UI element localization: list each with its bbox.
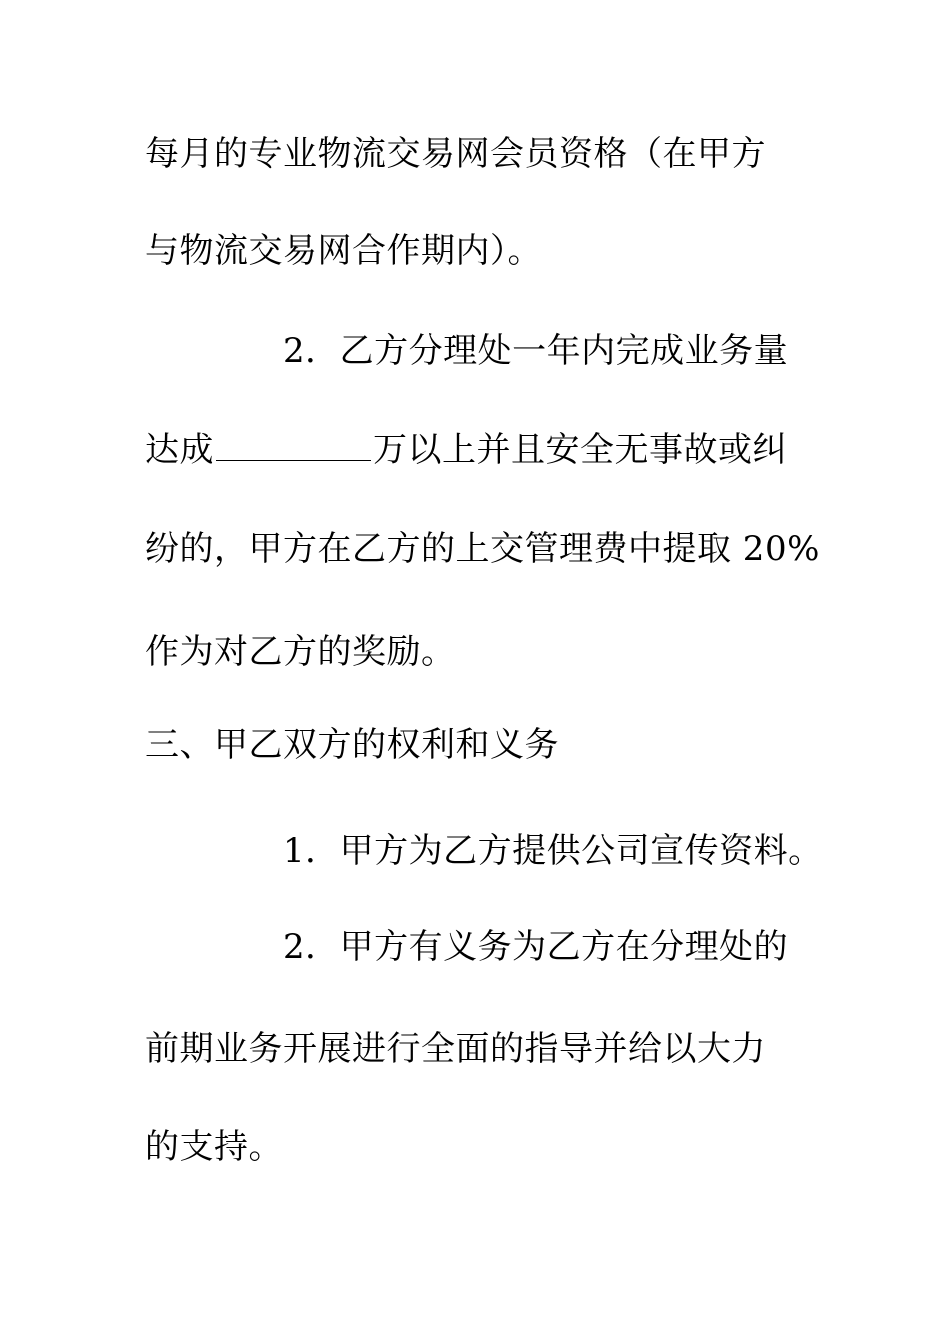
paragraph-line-2: 与物流交易网合作期内）。: [145, 231, 542, 271]
clause-2-line-4: 作为对乙方的奖励。: [145, 632, 456, 672]
rights-clause-2-line-1: 2．甲方有义务为乙方在分理处的: [283, 927, 789, 967]
clause-2-text-before-blank: 达成: [145, 430, 214, 470]
clause-2-line-2: [145, 428, 787, 472]
paragraph-line-1: 每月的专业物流交易网会员资格（在甲方: [145, 134, 766, 174]
clause-2-line-1: 2．乙方分理处一年内完成业务量: [283, 331, 789, 371]
rights-clause-2-line-3: 的支持。: [145, 1127, 283, 1167]
rights-clause-2-line-2: 前期业务开展进行全面的指导并给以大力: [145, 1029, 766, 1069]
section-heading: 三、甲乙双方的权利和义务: [145, 725, 559, 765]
rights-clause-1: 1．甲方为乙方提供公司宣传资料。: [283, 831, 823, 871]
clause-2-text-after-blank: 万以上并且安全无事故或纠: [373, 430, 787, 470]
clause-2-line-3: 纷的，甲方在乙方的上交管理费中提取 20%: [145, 529, 820, 569]
fill-in-blank[interactable]: [216, 430, 371, 461]
